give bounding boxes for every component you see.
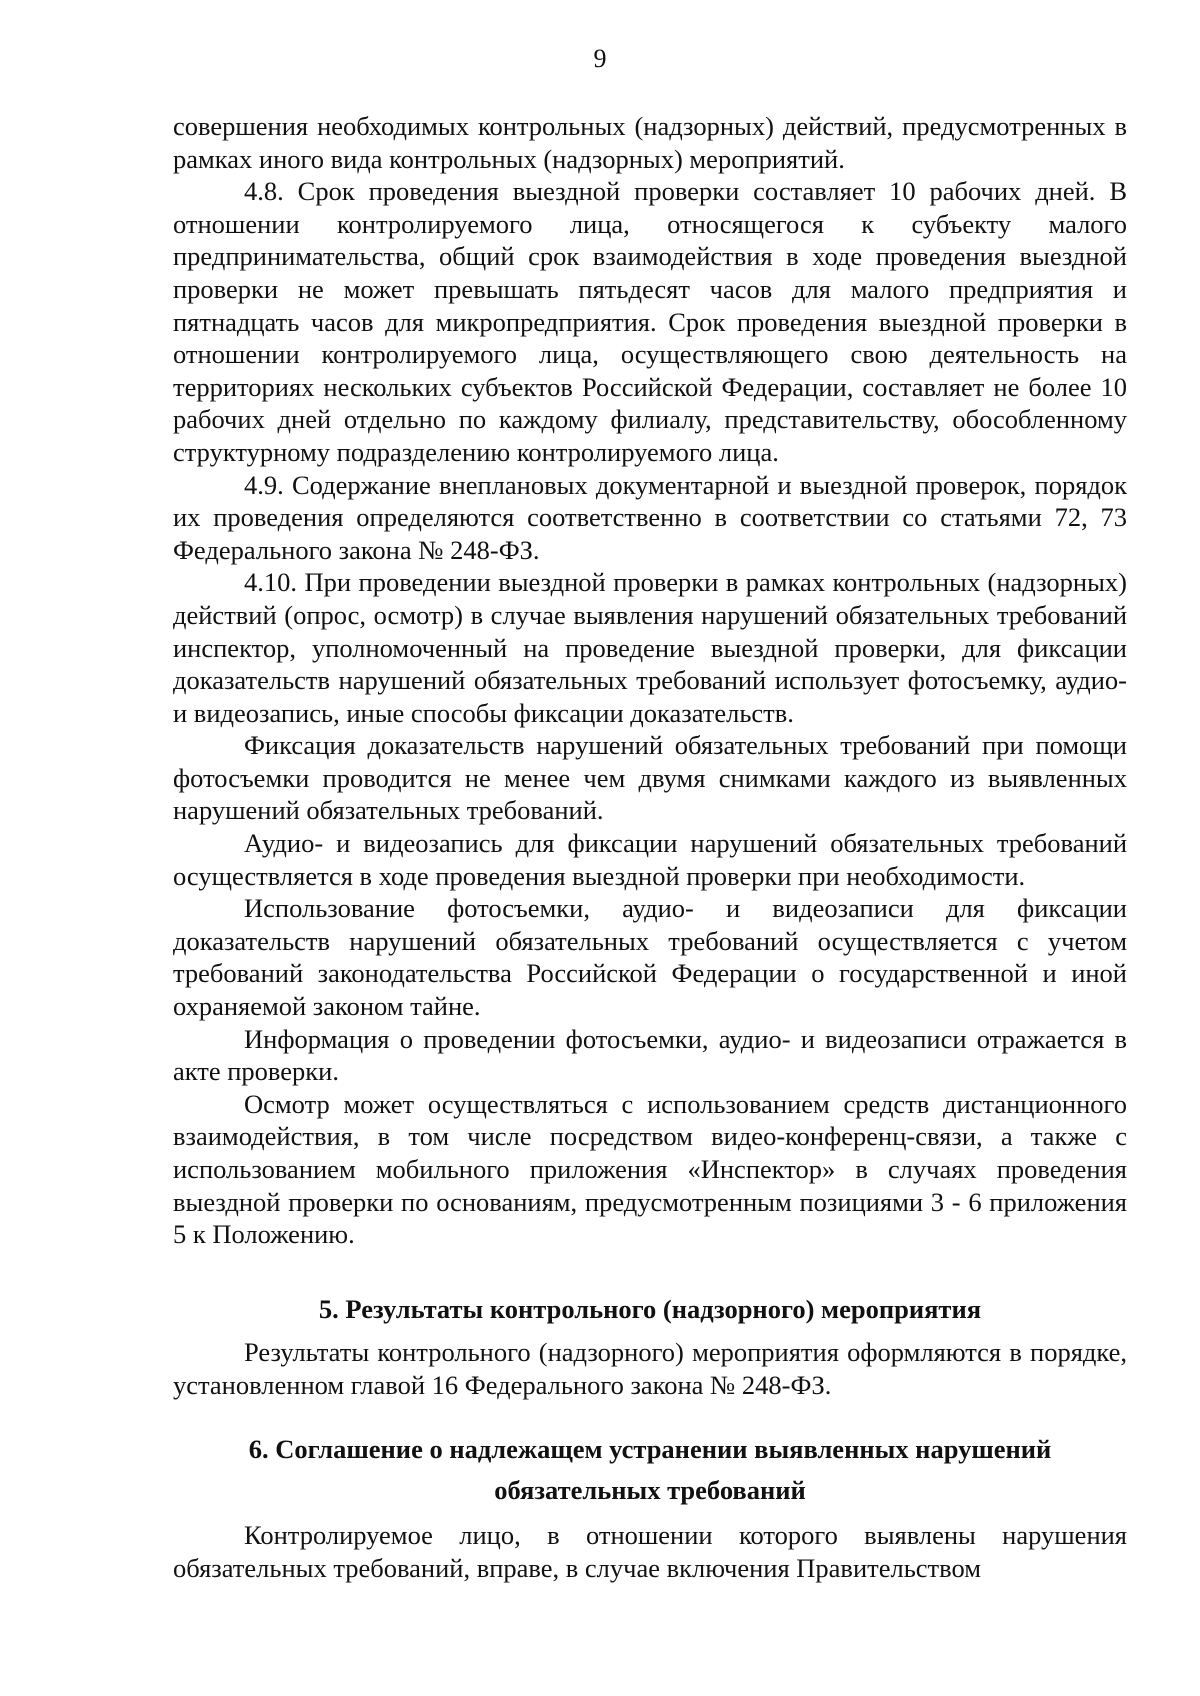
paragraph-information: Информация о проведении фотосъемки, аудио- и видеозаписи отражается в акте проверки. [173, 1023, 1127, 1087]
paragraph-usage: Использование фотосъемки, аудио- и видеозаписи для фиксации доказательств нарушений обязательных требований осуществляется с учетом требований законодательства Российской Федерации о государственной и иной охраняемой законом тайне. [173, 893, 1127, 1022]
section-6-heading-line-2: обязательных требований [494, 1475, 806, 1505]
paragraph-4-10: 4.10. При проведении выездной проверки в рамках контрольных (надзорных) действий (опрос, осмотр) в случае выявления нарушений обязательных требований инспектор, уполномоченный на проведение выездной проверки, для фиксации доказательств нарушений обязательных требований использует фотосъемку, аудио- и видеозапись, иные способы фиксации доказательств. [173, 567, 1127, 728]
paragraph-audio-video: Аудио- и видеозапись для фиксации нарушений обязательных требований осуществляется в ходе проведения выездной проверки при необходимости. [173, 828, 1127, 891]
paragraph-4-9: 4.9. Содержание внеплановых документарной и выездной проверок, порядок их проведения определяются соответственно в соответствии со статьями 72, 73 Федерального закона № 248-ФЗ. [173, 469, 1127, 565]
section-5-text: Результаты контрольного (надзорного) мероприятия оформляются в порядке, установленном главой 16 Федерального закона № 248-ФЗ. [173, 1337, 1127, 1400]
section-5-heading: 5. Результаты контрольного (надзорного) мероприятия [318, 1294, 982, 1324]
paragraph-continuation: совершения необходимых контрольных (надзорных) действий, предусмотренных в рамках иного вида контрольных (надзорных) мероприятий. [173, 111, 1127, 174]
body-text [173, 110, 1127, 1251]
section-6 [173, 1434, 1127, 1584]
paragraph-photo-fixation: Фиксация доказательств нарушений обязательных требований при помощи фотосъемки проводится не менее чем двумя снимками каждого из выявленных нарушений обязательных требований. [173, 730, 1127, 826]
section-6-text: Контролируемое лицо, в отношении которого выявлены нарушения обязательных требований, вправе, в случае включения Правительством [173, 1520, 1127, 1583]
paragraph-4-8: 4.8. Срок проведения выездной проверки составляет 10 рабочих дней. В отношении контролируемого лица, относящегося к субъекту малого предпринимательства, общий срок взаимодействия в ходе проведения выездной проверки не может превышать пятьдесят часов для малого предприятия и пятнадцать часов для микропредприятия. Срок проведения выездной проверки в отношении контролируемого лица, осуществляющего свою деятельность на территориях нескольких субъектов Российской Федерации, составляет не более 10 рабочих дней отдельно по каждому филиалу, представительству, обособленному структурному подразделению контролируемого лица. [173, 176, 1127, 467]
section-6-heading-line-1: 6. Соглашение о надлежащем устранении выявленных нарушений [248, 1434, 1052, 1464]
paragraph-inspection: Осмотр может осуществляться с использованием средств дистанционного взаимодействия, в том числе посредством видео-конференц-связи, а также с использованием мобильного приложения «Инспектор» в случаях проведения выездной проверки по основаниям, предусмотренным позициями 3 - 6 приложения 5 к Положению. [173, 1088, 1127, 1250]
section-5 [173, 1294, 1127, 1401]
page-number: 9 [593, 44, 607, 73]
